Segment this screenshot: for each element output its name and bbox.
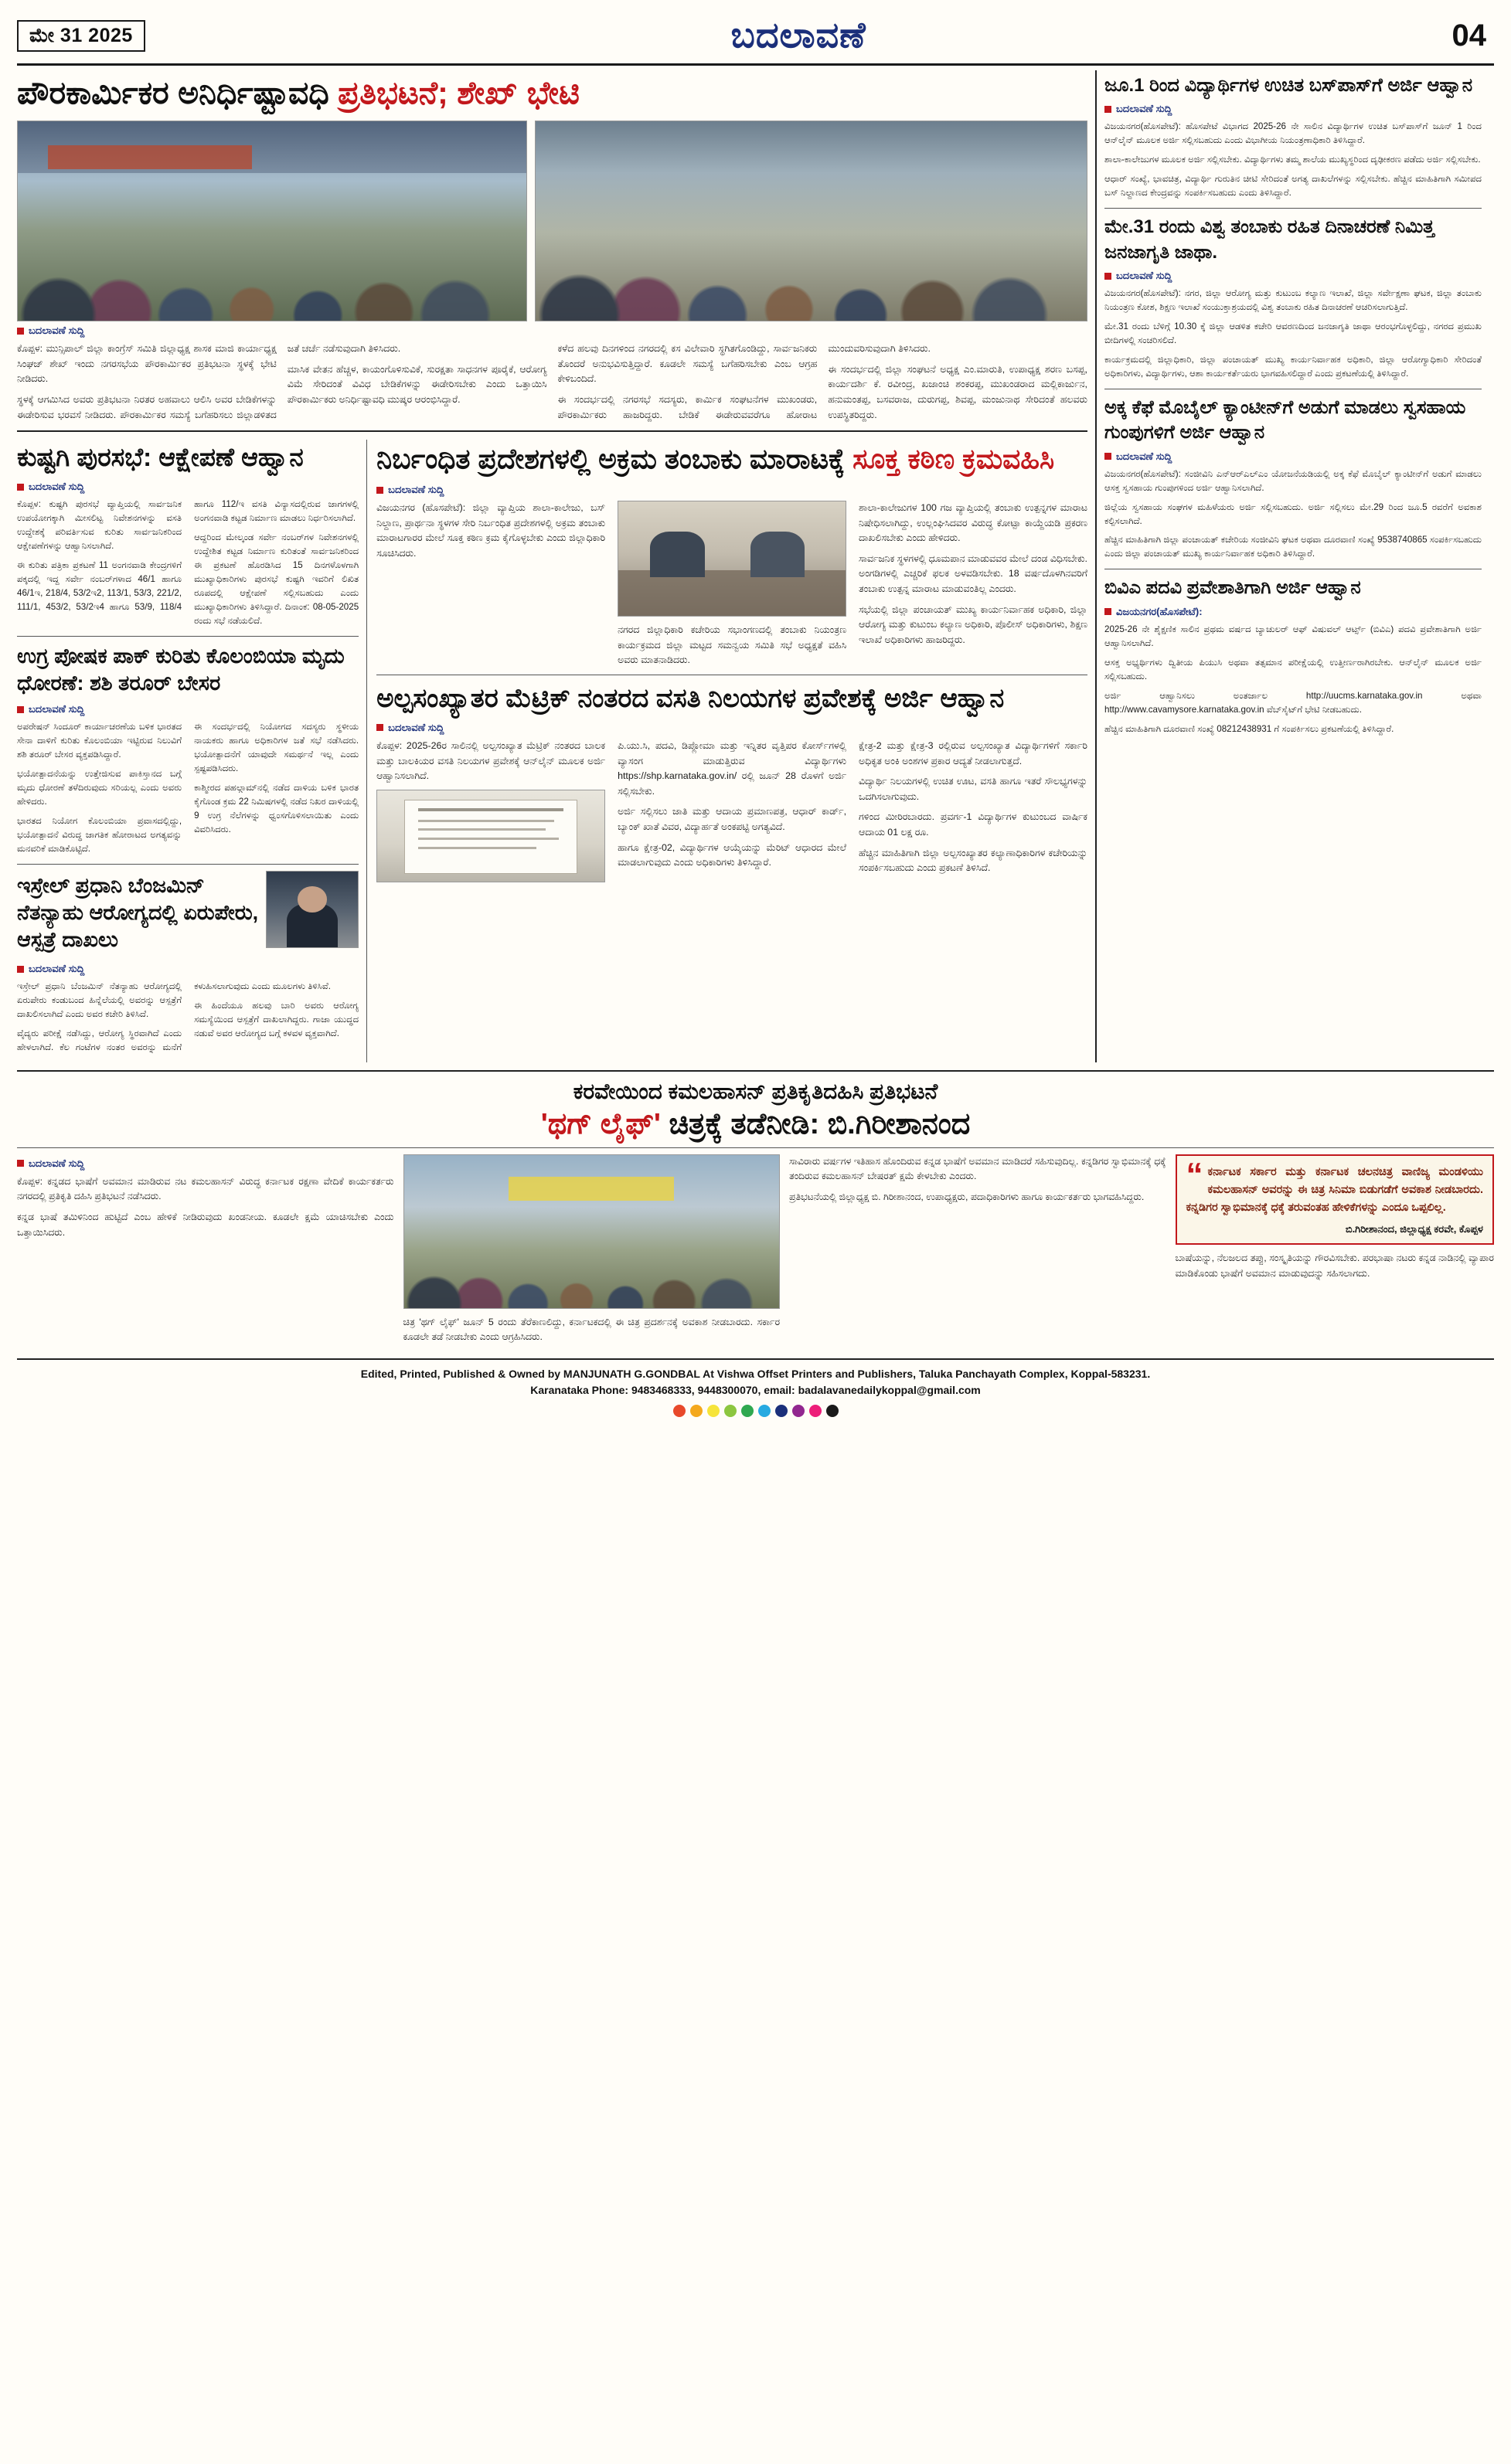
story-kushtagi <box>17 441 359 628</box>
tobacco-headline <box>376 441 1087 478</box>
lead-photo-row <box>17 121 1087 321</box>
paragraph: ಕಳೆದ ಹಲವು ದಿನಗಳಿಂದ ನಗರದಲ್ಲಿ ಕಸ ವಿಲೇವಾರಿ ಸ್ಥಗಿತಗೊಂಡಿದ್ದು, ಸಾರ್ವಜನಿಕರು ತೊಂದರೆ ಅನುಭವಿಸುತ್ತಿದ್ದಾರೆ. ಕೂಡಲೇ ಸಮಸ್ಯೆ ಬಗೆಹರಿಸಬೇಕು ಎಂಬ ಆಗ್ರಹ ಕೇಳಿಬಂದಿದೆ. <box>557 343 818 385</box>
paragraph: ಜಿಲ್ಲೆಯ ಸ್ವಸಹಾಯ ಸಂಘಗಳ ಮಹಿಳೆಯರು ಅರ್ಜಿ ಸಲ್ಲಿಸಬಹುದು. ಅರ್ಜಿ ಸಲ್ಲಿಸಲು ಮೇ.29 ರಿಂದ ಜೂ.5 ರವರೆಗೆ ಅವಕಾಶ ಕಲ್ಪಿಸಲಾಗಿದೆ. <box>1104 501 1482 526</box>
paragraph: ನಗರದ ಜಿಲ್ಲಾಧಿಕಾರಿ ಕಚೇರಿಯ ಸಭಾಂಗಣದಲ್ಲಿ ತಂಬಾಕು ನಿಯಂತ್ರಣ ಕಾರ್ಯಕ್ರಮದ ಜಿಲ್ಲಾ ಮಟ್ಟದ ಸಮನ್ವಯ ಸಮಿತಿ ಸಭೆ ಅಧ್ಯಕ್ಷತೆ ವಹಿಸಿ ಅವರು ಮಾತನಾಡಿದರು. <box>618 624 847 666</box>
photo-netanyahu <box>266 871 359 948</box>
paragraph: ಕನ್ನಡ ಭಾಷೆ ತಮಿಳಿನಿಂದ ಹುಟ್ಟಿದೆ ಎಂಬ ಹೇಳಿಕೆ ನೀಡಿರುವುದು ಖಂಡನೀಯ. ಕೂಡಲೇ ಕ್ಷಮೆ ಯಾಚಿಸಬೇಕು ಎಂದು ಒತ್ತಾಯಿಸಿದರು. <box>17 1212 394 1238</box>
lead-headline-highlight: ಪ್ರತಿಭಟನೆ; ಶೇಖ್ ಭೇಟಿ <box>338 75 580 110</box>
paragraph: ಭಾರತದ ನಿಯೋಗ ಕೊಲಂಬಿಯಾ ಪ್ರವಾಸದಲ್ಲಿದ್ದು, ಭಯೋತ್ಪಾದನೆ ವಿರುದ್ಧ ಜಾಗತಿಕ ಹೋರಾಟದ ಅಗತ್ಯವನ್ನು ಮನವರಿಕೆ ಮಾಡಿಕೊಟ್ಟಿದೆ. <box>17 815 182 854</box>
photo-karave-protest <box>403 1154 781 1309</box>
buspass-byline-text: ಬದಲಾವಣೆ ಸುದ್ದಿ <box>1116 103 1172 115</box>
israel-headline: ಇಸ್ರೇಲ್ ಪ್ರಧಾನಿ ಬೆಂಜಮಿನ್ ನೆತನ್ಯಾಹು ಆರೋಗ್ಯದಲ್ಲಿ ಏರುಪೇರು, ಆಸ್ಪತ್ರೆ ದಾಖಲು <box>17 873 259 951</box>
israel-byline <box>17 963 359 975</box>
paragraph: ಚಿತ್ರ 'ಥಗ್ ಲೈಫ್' ಜೂನ್ 5 ರಂದು ತೆರೆಕಾಣಲಿದ್ದು, ಕರ್ನಾಟಕದಲ್ಲಿ ಈ ಚಿತ್ರ ಪ್ರದರ್ಶನಕ್ಕೆ ಅವಕಾಶ ನೀಡಬಾರದು. ಸರ್ಕಾರ ಕೂಡಲೇ ತಡೆ ನೀಡಬೇಕು ಎಂದು ಆಗ್ರಹಿಸಿದರು. <box>403 1316 780 1343</box>
buspass-headline: ಜೂ.1 ರಿಂದ ವಿದ್ಯಾರ್ಥಿಗಳ ಉಚಿತ ಬಸ್‌ಪಾಸ್‌ಗೆ ಅರ್ಜಿ ಆಹ್ವಾನ <box>1104 75 1473 96</box>
paragraph: ಕ್ಷೇತ್ರ-2 ಮತ್ತು ಕ್ಷೇತ್ರ-3 ರಲ್ಲಿರುವ ಅಲ್ಪಸಂಖ್ಯಾತ ವಿದ್ಯಾರ್ಥಿಗಳಿಗೆ ಸರ್ಕಾರಿ ಅಧಿಕೃತ ಅಂಕಿ ಅಂಶಗಳ ಪ್ರಕಾರ ಆದ್ಯತೆ ನೀಡಲಾಗುತ್ತದೆ. <box>859 739 1087 766</box>
tobacco-body <box>376 501 1087 668</box>
bottom-headline <box>17 1079 1494 1141</box>
bottom-story <box>17 1079 1494 1351</box>
paragraph: ಆದ್ದರಿಂದ ಮೇಲ್ಕಂಡ ಸರ್ವೇ ನಂಬರ್‌ಗಳ ನಿವೇಶನಗಳಲ್ಲಿ ಉದ್ದೇಶಿತ ಕಟ್ಟಡ ನಿರ್ಮಾಣ ಕುರಿತಂತೆ ಸಾರ್ವಜನಿಕರಿಂದ ಈ ಪ್ರಕಟಣೆ ಹೊರಡಿಸಿದ 15 ದಿನಗಳೊಳಗಾಗಿ ಮುಖ್ಯಾಧಿಕಾರಿಗಳು ಪುರಸಭೆ ಕುಷ್ಟಗಿ ಇವರಿಗೆ ಲಿಖಿತ ರೂಪದಲ್ಲಿ ಆಕ್ಷೇಪಣೆ ಸಲ್ಲಿಸಬಹುದು ಎಂದು ಮುಖ್ಯಾಧಿಕಾರಿಗಳು ತಿಳಿಸಿದ್ದಾರೆ. ದಿನಾಂಕ: 08-05-2025 ರಂದು ಸಭೆ ನಡೆಯಲಿದೆ. <box>194 532 359 626</box>
page-body <box>17 70 1494 1062</box>
page-number: 04 <box>1451 18 1486 53</box>
paragraph: ಹೆಚ್ಚಿನ ಮಾಹಿತಿಗಾಗಿ ಜಿಲ್ಲಾ ಅಲ್ಪಸಂಖ್ಯಾತರ ಕಲ್ಯಾಣಾಧಿಕಾರಿಗಳ ಕಚೇರಿಯನ್ನು ಸಂಪರ್ಕಿಸಬಹುದು ಎಂದು ಪ್ರಕಟಣೆ ತಿಳಿಸಿದೆ. <box>859 847 1087 874</box>
story-israel <box>17 871 359 1055</box>
color-dot <box>758 1405 771 1417</box>
hostel-headline: ಅಲ್ಪಸಂಖ್ಯಾತರ ಮೆಟ್ರಿಕ್ ನಂತರದ ವಸತಿ ನಿಲಯಗಳ ಪ್ರವೇಶಕ್ಕೆ ಅರ್ಜಿ ಆಹ್ವಾನ <box>376 683 1005 713</box>
colombia-byline-text: ಬದಲಾವಣೆ ಸುದ್ದಿ <box>29 703 85 715</box>
left-narrow-stack <box>17 440 367 1062</box>
paragraph: ಅರ್ಜಿ ಆಹ್ವಾನಿಸಲು ಅಂತರ್ಜಾಲ http://uucms.karnataka.gov.in ಅಥವಾ http://www.cavamysore.karnataka.gov.in ವೆಬ್‌ಸೈಟ್‌ಗೆ ಭೇಟಿ ನೀಡಬಹುದು. <box>1104 690 1482 715</box>
sidebar-column <box>1095 70 1482 1062</box>
pull-quote <box>1176 1154 1494 1246</box>
paragraph: ಪ್ರತಿಭಟನೆಯಲ್ಲಿ ಜಿಲ್ಲಾಧ್ಯಕ್ಷ ಬಿ. ಗಿರೀಶಾನಂದ, ಉಪಾಧ್ಯಕ್ಷರು, ಪದಾಧಿಕಾರಿಗಳು ಹಾಗೂ ಕಾರ್ಯಕರ್ತರು ಭಾಗವಹಿಸಿದ್ದರು. <box>789 1191 1145 1203</box>
pull-quote-text: ಕರ್ನಾಟಕ ಸರ್ಕಾರ ಮತ್ತು ಕರ್ನಾಟಕ ಚಲನಚಿತ್ರ ವಾಣಿಜ್ಯ ಮಂಡಳಿಯು ಕಮಲಹಾಸನ್ ಅವರನ್ನು ಈ ಚಿತ್ರ ಸಿನಿಮಾ ಬಿಡುಗಡೆಗೆ ಅವಕಾಶ ನೀಡಬಾರದು. ಕನ್ನಡಿಗರ ಸ್ವಾಭಿಮಾನಕ್ಕೆ ಧಕ್ಕೆ ತರುವಂತಹ ಹೇಳಿಕೆಗಳನ್ನು ಎಂದೂ ಒಪ್ಪಲಿಲ್ಲ. <box>1186 1165 1483 1215</box>
paragraph: ಹೆಚ್ಚಿನ ಮಾಹಿತಿಗಾಗಿ ಜಿಲ್ಲಾ ಪಂಚಾಯತ್ ಕಚೇರಿಯ ಸಂಜೀವಿನಿ ಘಟಕ ಅಥವಾ ದೂರವಾಣಿ ಸಂಖ್ಯೆ 9538740865 ಸಂಪರ್ಕಿಸಬಹುದು ಎಂದು ಜಿಲ್ಲಾ ಪಂಚಾಯತ್ ಮುಖ್ಯ ಕಾರ್ಯನಿರ್ವಾಹಕ ಅಧಿಕಾರಿ ತಿಳಿಸಿದ್ದಾರೆ. <box>1104 535 1482 559</box>
paper-title: ಬದಲಾವಣೆ <box>730 15 866 55</box>
tobacco-byline <box>376 484 1087 496</box>
bullet-icon <box>1104 106 1111 113</box>
issue-date: ಮೇ 31 2025 <box>17 20 145 52</box>
paragraph: ವಿದ್ಯಾರ್ಥಿ ನಿಲಯಗಳಲ್ಲಿ ಉಚಿತ ಊಟ, ವಸತಿ ಹಾಗೂ ಇತರೆ ಸೌಲಭ್ಯಗಳನ್ನು ಒದಗಿಸಲಾಗುವುದು. <box>859 776 1087 802</box>
story-colombia <box>17 643 359 856</box>
paragraph: ಆಸಕ್ತ ಅಭ್ಯರ್ಥಿಗಳು ದ್ವಿತೀಯ ಪಿಯುಸಿ ಅಥವಾ ತತ್ಸಮಾನ ಪರೀಕ್ಷೆಯಲ್ಲಿ ಉತ್ತೀರ್ಣರಾಗಿರಬೇಕು. ಆನ್‌ಲೈನ್ ಮೂಲಕ ಅರ್ಜಿ ಸಲ್ಲಿಸಬಹುದು. <box>1104 657 1482 681</box>
color-dot <box>673 1405 686 1417</box>
paragraph: 2025-26 ನೇ ಶೈಕ್ಷಣಿಕ ಸಾಲಿನ ಪ್ರಥಮ ವರ್ಷದ ಬ್ಯಾಚುಲರ್ ಆಫ್ ವಿಷುವಲ್ ಆರ್ಟ್ಸ್ (ಬಿವಿಎ) ಪದವಿ ಪ್ರವೇಶಾತಿಗಾಗಿ ಅರ್ಜಿ ಆಹ್ವಾನಿಸಲಾಗಿದೆ. <box>1104 624 1482 648</box>
photo-protest-site <box>17 121 527 321</box>
paragraph: ಈ ಹಿಂದೆಯೂ ಹಲವು ಬಾರಿ ಅವರು ಆರೋಗ್ಯ ಸಮಸ್ಯೆಯಿಂದ ಆಸ್ಪತ್ರೆಗೆ ದಾಖಲಾಗಿದ್ದರು. ಗಾಜಾ ಯುದ್ಧದ ನಡುವೆ ಅವರ ಆರೋಗ್ಯದ ಬಗ್ಗೆ ಕಳವಳ ವ್ಯಕ್ತವಾಗಿದೆ. <box>194 1000 359 1038</box>
footer-line-2: Karanataka Phone: 9483468333, 9448300070, email: badalavanedailykoppal@gmail.com <box>530 1384 981 1397</box>
sidebar-item-tobacco-day <box>1104 215 1482 381</box>
tobaccoday-headline: ಮೇ.31 ರಂದು ವಿಶ್ವ ತಂಬಾಕು ರಹಿತ ದಿನಾಚರಣೆ ನಿಮಿತ್ತ ಜನಜಾಗೃತಿ ಜಾಥಾ. <box>1104 216 1434 263</box>
lead-byline-text: ಬದಲಾವಣೆ ಸುದ್ದಿ <box>29 325 85 337</box>
paragraph: ಕೊಪ್ಪಳ: ಮುನ್ಸಿಪಾಲ್ ಜಿಲ್ಲಾ ಕಾಂಗ್ರೆಸ್ ಸಮಿತಿ ಜಿಲ್ಲಾಧ್ಯಕ್ಷ ಶಾಸಕ ಮಾಜಿ ಕಾರ್ಯಾಧ್ಯಕ್ಷ ಸಿಂಘಜ್ ಶೇಖ್ ಇಂದು ನಗರಸಭೆಯ ಪೌರಕಾರ್ಮಿಕರ ಪ್ರತಿಭಟನಾ ಸ್ಥಳಕ್ಕೆ ಭೇಟಿ ನೀಡಿದರು. <box>17 343 277 385</box>
lead-byline <box>17 325 1087 337</box>
colombia-byline <box>17 703 359 715</box>
kushtagi-body <box>17 498 359 628</box>
photo-protesters-group <box>535 121 1087 321</box>
quote-icon: “ <box>1186 1155 1203 1194</box>
color-dot <box>724 1405 737 1417</box>
israel-byline-text: ಬದಲಾವಣೆ ಸುದ್ದಿ <box>29 963 85 975</box>
bottom-col-1 <box>17 1154 394 1351</box>
paragraph: ಸ್ಥಳಕ್ಕೆ ಆಗಮಿಸಿದ ಅವರು ಪ್ರತಿಭಟನಾ ನಿರತರ ಅಹವಾಲು ಆಲಿಸಿ ಅವರ ಬೇಡಿಕೆಗಳನ್ನು ಈಡೇರಿಸುವ ಭರವಸೆ ನೀಡಿದರು. ಪೌರಕಾರ್ಮಿಕರ ಸಮಸ್ಯೆ ಬಗೆಹರಿಸಲು ಜಿಲ್ಲಾಡಳಿತದ ಜತೆ ಚರ್ಚೆ ನಡೆಸುವುದಾಗಿ ತಿಳಿಸಿದರು. <box>17 343 401 420</box>
paragraph: ಕೊಪ್ಪಳ: 2025-26ರ ಸಾಲಿನಲ್ಲಿ ಅಲ್ಪಸಂಖ್ಯಾತ ಮೆಟ್ರಿಕ್ ನಂತರದ ಬಾಲಕ ಮತ್ತು ಬಾಲಕಿಯರ ವಸತಿ ನಿಲಯಗಳ ಪ್ರವೇಶಕ್ಕೆ ಆನ್‌ಲೈನ್ ಮೂಲಕ ಅರ್ಜಿ ಆಹ್ವಾನಿಸಲಾಗಿದೆ. <box>376 739 606 782</box>
paragraph: ವಿಜಯನಗರ (ಹೊಸಪೇಟೆ): ಜಿಲ್ಲಾ ವ್ಯಾಪ್ತಿಯ ಶಾಲಾ-ಕಾಲೇಜು, ಬಸ್ ನಿಲ್ದಾಣ, ಪ್ರಾರ್ಥನಾ ಸ್ಥಳಗಳ ಸೇರಿ ನಿರ್ಬಂಧಿತ ಪ್ರದೇಶಗಳಲ್ಲಿ ಅಕ್ರಮ ತಂಬಾಕು ಮಾರಾಟಗಾರರ ಮೇಲೆ ಸೂಕ್ತ ಕಠಿಣ ಕ್ರಮ ಕೈಗೊಳ್ಳಬೇಕು ಎಂದು ಜಿಲ್ಲಾಧಿಕಾರಿ ಸೂಚಿಸಿದರು. <box>376 502 606 559</box>
color-dot <box>775 1405 788 1417</box>
paragraph: ಕೊಪ್ಪಳ: ಕುಷ್ಟಗಿ ಪುರಸಭೆ ವ್ಯಾಪ್ತಿಯಲ್ಲಿ ಸಾರ್ವಜನಿಕ ಉಪಯೋಗಕ್ಕಾಗಿ ಮೀಸಲಿಟ್ಟ ನಿವೇಶನಗಳನ್ನು ವಸತಿ ಉದ್ದೇಶಕ್ಕೆ ಪರಿವರ್ತಿಸುವ ಕುರಿತು ಸಾರ್ವಜನಿಕರಿಂದ ಆಕ್ಷೇಪಣೆಗಳನ್ನು ಆಹ್ವಾನಿಸಲಾಗಿದೆ. <box>17 499 182 552</box>
paragraph: ಗಳಿಂದ ಮೀರಿರಬಾರದು. ಪ್ರವರ್ಗ-1 ವಿದ್ಯಾರ್ಥಿಗಳ ಕುಟುಂಬದ ವಾರ್ಷಿಕ ಆದಾಯ 01 ಲಕ್ಷ ರೂ. <box>859 811 1087 838</box>
hostel-byline-text: ಬದಲಾವಣೆ ಸುದ್ದಿ <box>388 721 444 733</box>
story-tobacco <box>376 441 1087 668</box>
buspass-byline <box>1104 103 1482 115</box>
paragraph: ವಿಜಯನಗರ(ಹೊಸಪೇಟೆ): ನಗರ, ಜಿಲ್ಲಾ ಆರೋಗ್ಯ ಮತ್ತು ಕುಟುಂಬ ಕಲ್ಯಾಣ ಇಲಾಖೆ, ಜಿಲ್ಲಾ ಸರ್ವೇಕ್ಷಣಾ ಘಟಕ, ಜಿಲ್ಲಾ ತಂಬಾಕು ನಿಯಂತ್ರಣ ಕೋಶ, ಶಿಕ್ಷಣ ಇಲಾಖೆ ಸಂಯುಕ್ತಾಶ್ರಯದಲ್ಲಿ ವಿಶ್ವ ತಂಬಾಕು ರಹಿತ ದಿನಾಚರಣೆ ಆಚರಿಸಲಾಗುತ್ತಿದೆ. <box>1104 288 1482 312</box>
bottom-headline-rest: ಚಿತ್ರಕ್ಕೆ ತಡೆನೀಡಿ: ಬಿ.ಗಿರೀಶಾನಂದ <box>669 1107 971 1140</box>
lead-headline-part1: ಪೌರಕಾರ್ಮಿಕರ ಅನಿರ್ಧಿಷ್ಟಾವಧಿ <box>17 75 339 110</box>
tobacco-headline-part1: ನಿರ್ಬಂಧಿತ ಪ್ರದೇಶಗಳಲ್ಲಿ ಅಕ್ರಮ ತಂಬಾಕು ಮಾರಾಟಕ್ಕೆ <box>376 443 853 475</box>
sidebar-item-bva <box>1104 576 1482 736</box>
bullet-icon <box>376 487 383 494</box>
bullet-icon <box>376 724 383 731</box>
lead-headline <box>17 73 1087 113</box>
bullet-icon <box>17 484 24 491</box>
kushtagi-headline: ಕುಷ್ಟಗಿ ಪುರಸಭೆ: ಆಕ್ಷೇಪಣೆ ಆಹ್ವಾನ <box>17 443 304 472</box>
paragraph: ಈ ಸಂದರ್ಭದಲ್ಲಿ ನಗರಸಭೆ ಸದಸ್ಯರು, ಕಾರ್ಮಿಕ ಸಂಘಟನೆಗಳ ಮುಖಂಡರು, ಪೌರಕಾರ್ಮಿಕರು ಹಾಜರಿದ್ದರು. ಬೇಡಿಕೆ ಈಡೇರುವವರೆಗೂ ಹೋರಾಟ ಮುಂದುವರಿಸುವುದಾಗಿ ತಿಳಿಸಿದರು. <box>557 343 931 420</box>
bva-byline <box>1104 606 1482 618</box>
paragraph: ಕೊಪ್ಪಳ: ಕನ್ನಡದ ಭಾಷೆಗೆ ಅವಮಾನ ಮಾಡಿರುವ ನಟ ಕಮಲಹಾಸನ್ ವಿರುದ್ಧ ಕರ್ನಾಟಕ ರಕ್ಷಣಾ ವೇದಿಕೆ ಕಾರ್ಯಕರ್ತರು ನಗರದಲ್ಲಿ ಪ್ರತಿಕೃತಿ ದಹಿಸಿ ಪ್ರತಿಭಟನೆ ನಡೆಸಿದರು. <box>17 1175 394 1202</box>
bva-headline: ಬಿವಿಎ ಪದವಿ ಪ್ರವೇಶಾತಿಗಾಗಿ ಅರ್ಜಿ ಆಹ್ವಾನ <box>1104 577 1361 599</box>
color-registration-bar <box>17 1405 1494 1417</box>
footer-line-1: Edited, Printed, Published & Owned by MANJUNATH G.GONDBAL At Vishwa Offset Printers and Publishers, Taluka Panchayath Complex, Koppal-583231. <box>360 1368 1151 1381</box>
bottom-byline <box>17 1157 394 1170</box>
akkacafe-byline <box>1104 450 1482 463</box>
paragraph: ಸಭೆಯಲ್ಲಿ ಜಿಲ್ಲಾ ಪಂಚಾಯತ್ ಮುಖ್ಯ ಕಾರ್ಯನಿರ್ವಾಹಕ ಅಧಿಕಾರಿ, ಜಿಲ್ಲಾ ಆರೋಗ್ಯ ಮತ್ತು ಕುಟುಂಬ ಕಲ್ಯಾಣ ಅಧಿಕಾರಿ, ಪೊಲೀಸ್ ಅಧಿಕಾರಿಗಳು, ಶಿಕ್ಷಣ ಇಲಾಖೆ ಅಧಿಕಾರಿಗಳು ಹಾಜರಿದ್ದರು. <box>859 603 1087 645</box>
color-dot <box>809 1405 822 1417</box>
right-wide-stack <box>376 440 1087 1062</box>
paragraph: ಮಾಸಿಕ ವೇತನ ಹೆಚ್ಚಳ, ಕಾಯಂಗೊಳಿಸುವಿಕೆ, ಸುರಕ್ಷತಾ ಸಾಧನಗಳ ಪೂರೈಕೆ, ಆರೋಗ್ಯ ವಿಮೆ ಸೇರಿದಂತೆ ವಿವಿಧ ಬೇಡಿಕೆಗಳನ್ನು ಈಡೇರಿಸಬೇಕು ಎಂದು ಒತ್ತಾಯಿಸಿ ಪೌರಕಾರ್ಮಿಕರು ಅನಿರ್ಧಿಷ್ಟಾವಧಿ ಮುಷ್ಕರ ಆರಂಭಿಸಿದ್ದಾರೆ. <box>287 363 547 406</box>
page-footer <box>17 1358 1494 1417</box>
tobacco-byline-text: ಬದಲಾವಣೆ ಸುದ್ದಿ <box>388 484 444 496</box>
bullet-icon <box>1104 453 1111 460</box>
paragraph: ಶಾಲಾ-ಕಾಲೇಜುಗಳ 100 ಗಜ ವ್ಯಾಪ್ತಿಯಲ್ಲಿ ತಂಬಾಕು ಉತ್ಪನ್ನಗಳ ಮಾರಾಟ ನಿಷೇಧಿಸಲಾಗಿದ್ದು, ಉಲ್ಲಂಘಿಸಿದವರ ವಿರುದ್ಧ ಕೋಟ್ಪಾ ಕಾಯ್ದೆಯಡಿ ಪ್ರಕರಣ ದಾಖಲಿಸಬೇಕು ಎಂದು ಹೇಳಿದರು. <box>859 502 1087 544</box>
paragraph: ಹಾಗೂ ಕ್ಷೇತ್ರ-02, ವಿದ್ಯಾರ್ಥಿಗಳ ಆಯ್ಕೆಯನ್ನು ಮೆರಿಟ್ ಆಧಾರದ ಮೇಲೆ ಮಾಡಲಾಗುವುದು ಎಂದು ಅಧಿಕಾರಿಗಳು ತಿಳಿಸಿದ್ದಾರೆ. <box>618 841 847 868</box>
paragraph: ಈ ಕುರಿತು ಪತ್ರಿಕಾ ಪ್ರಕಟಣೆ 11 ಅಂಗನವಾಡಿ ಕೇಂದ್ರಗಳಿಗೆ ಪಕ್ಕದಲ್ಲಿ ಇದ್ದ ಸರ್ವೇ ನಂಬರ್‌ಗಳಾದ 46/1 ಹಾಗೂ 46/1ಇ, 218/4, 53/2ಇ2, 113/1, 53/3, 221/2, 111/1, 453/2, 53/2ಇ4 ಹಾಗೂ 53/9, 118/4 ಹಾಗೂ 112/ಇ ವಸತಿ ವಿನ್ಯಾಸದಲ್ಲಿರುವ ಜಾಗಗಳಲ್ಲಿ ಅಂಗನವಾಡಿ ಕಟ್ಟಡ ನಿರ್ಮಾಣ ಮಾಡಲು ನಿರ್ಧರಿಸಲಾಗಿದೆ. <box>17 499 359 612</box>
bottom-headline-main <box>17 1108 1494 1141</box>
bottom-col-quote <box>1176 1154 1494 1351</box>
paragraph: ವಿಜಯನಗರ(ಹೊಸಪೇಟೆ): ಹೊಸಪೇಟೆ ವಿಭಾಗದ 2025-26 ನೇ ಸಾಲಿನ ವಿದ್ಯಾರ್ಥಿಗಳ ಉಚಿತ ಬಸ್‌ಪಾಸ್‌ಗೆ ಜೂನ್ 1 ರಿಂದ ಆನ್‌ಲೈನ್ ಮೂಲಕ ಅರ್ಜಿ ಸಲ್ಲಿಸಬಹುದು ಎಂದು ವಿಭಾಗೀಯ ನಿಯಂತ್ರಣಾಧಿಕಾರಿ ತಿಳಿಸಿದ್ದಾರೆ. <box>1104 121 1482 146</box>
israel-head-row <box>17 871 359 960</box>
bottom-headline-highlight: 'ಥಗ್ ಲೈಫ್' <box>540 1107 669 1140</box>
colombia-headline: ಉಗ್ರ ಪೋಷಕ ಪಾಕ್ ಕುರಿತು ಕೊಲಂಬಿಯಾ ಮೃದು ಧೋರಣೆ: ಶಶಿ ತರೂರ್ ಬೇಸರ <box>17 644 345 695</box>
photo-application-form <box>376 790 605 882</box>
bullet-icon <box>17 966 24 973</box>
israel-body <box>17 980 359 1055</box>
bottom-col-3 <box>789 1154 1166 1351</box>
paragraph: ಈ ಸಂದರ್ಭದಲ್ಲಿ ನಿಯೋಗದ ಸದಸ್ಯರು ಸ್ಥಳೀಯ ನಾಯಕರು ಹಾಗೂ ಅಧಿಕಾರಿಗಳ ಜತೆ ಸಭೆ ನಡೆಸಿದರು. ಭಯೋತ್ಪಾದನೆಗೆ ಯಾವುದೇ ಸಮರ್ಥನೆ ಇಲ್ಲ ಎಂದು ಸ್ಪಷ್ಟಪಡಿಸಿದರು. <box>194 722 359 773</box>
tobaccoday-byline-text: ಬದಲಾವಣೆ ಸುದ್ದಿ <box>1116 270 1172 282</box>
sidebar-item-akka-cafe <box>1104 396 1482 562</box>
hostel-byline <box>376 722 1087 734</box>
paragraph: ಈ ಸಂದರ್ಭದಲ್ಲಿ ಜಿಲ್ಲಾ ಸಂಘಟನೆ ಅಧ್ಯಕ್ಷ ಎಂ.ಮಾರುತಿ, ಉಪಾಧ್ಯಕ್ಷ ಶರಣ ಬಸಪ್ಪ, ಕಾರ್ಯದರ್ಶಿ ಕೆ. ರವೀಂದ್ರ, ಖಜಾಂಚಿ ಶಂಕರಪ್ಪ, ಮುಖಂಡರಾದ ಮಲ್ಲಿಕಾರ್ಜುನ, ಹನುಮಂತಪ್ಪ, ಬಸವರಾಜ, ದುರುಗಪ್ಪ, ಶಿವಪ್ಪ, ಮಂಜುನಾಥ ಸೇರಿದಂತೆ ಹಲವರು ಉಪಸ್ಥಿತರಿದ್ದರು. <box>828 363 1087 420</box>
paragraph: ಆಧಾರ್ ಸಂಖ್ಯೆ, ಭಾವಚಿತ್ರ, ವಿದ್ಯಾರ್ಥಿ ಗುರುತಿನ ಚೀಟಿ ಸೇರಿದಂತೆ ಅಗತ್ಯ ದಾಖಲೆಗಳನ್ನು ಸಲ್ಲಿಸಬೇಕು. ಹೆಚ್ಚಿನ ಮಾಹಿತಿಗಾಗಿ ಸಮೀಪದ ಬಸ್ ನಿಲ್ದಾಣದ ಕೇಂದ್ರವನ್ನು ಸಂಪರ್ಕಿಸಬಹುದು ಎಂದು ತಿಳಿಸಿದ್ದಾರೆ. <box>1104 174 1482 199</box>
row-two <box>17 440 1087 1062</box>
bullet-icon <box>17 328 24 335</box>
bottom-body-row <box>17 1154 1494 1351</box>
paragraph: ಕಾರ್ಯಕ್ರಮದಲ್ಲಿ ಜಿಲ್ಲಾಧಿಕಾರಿ, ಜಿಲ್ಲಾ ಪಂಚಾಯತ್ ಮುಖ್ಯ ಕಾರ್ಯನಿರ್ವಾಹಕ ಅಧಿಕಾರಿ, ಜಿಲ್ಲಾ ಆರೋಗ್ಯಾಧಿಕಾರಿ ಸೇರಿದಂತೆ ಅಧಿಕಾರಿಗಳು, ವಿದ್ಯಾರ್ಥಿಗಳು, ಆಶಾ ಕಾರ್ಯಕರ್ತೆಯರು ಭಾಗವಹಿಸಲಿದ್ದಾರೆ ಎಂದು ಪ್ರಕಟಣೆಯಲ್ಲಿ ತಿಳಿಸಿದ್ದಾರೆ. <box>1104 354 1482 379</box>
color-dot <box>741 1405 754 1417</box>
bottom-col-2 <box>403 1154 781 1351</box>
color-dot <box>707 1405 720 1417</box>
paragraph: ವಿಜಯನಗರ(ಹೊಸಪೇಟೆ): ಸಂಜೀವಿನಿ ಎನ್‌ಆರ್‌ಎಲ್‌ಎಂ ಯೋಜನೆಯಡಿಯಲ್ಲಿ ಅಕ್ಕ ಕೆಫೆ ಮೊಬೈಲ್ ಕ್ಯಾಂಟೀನ್‌ಗೆ ಅಡುಗೆ ಮಾಡಲು ಆಸಕ್ತ ಸ್ವಸಹಾಯ ಗುಂಪುಗಳಿಂದ ಅರ್ಜಿ ಆಹ್ವಾನಿಸಲಾಗಿದೆ. <box>1104 468 1482 493</box>
paragraph: ಪಿ.ಯು.ಸಿ, ಪದವಿ, ಡಿಪ್ಲೋಮಾ ಮತ್ತು ಇನ್ನಿತರ ವೃತ್ತಿಪರ ಕೋರ್ಸ್‌ಗಳಲ್ಲಿ ವ್ಯಾಸಂಗ ಮಾಡುತ್ತಿರುವ ವಿದ್ಯಾರ್ಥಿಗಳು https://shp.karnataka.gov.in/ ರಲ್ಲಿ ಜೂನ್ 28 ರೊಳಗೆ ಅರ್ಜಿ ಸಲ್ಲಿಸಬೇಕು. <box>618 739 847 797</box>
sidebar-item-buspass <box>1104 73 1482 200</box>
paragraph: ಭಯೋತ್ಪಾದನೆಯನ್ನು ಉತ್ತೇಜಿಸುವ ಪಾಕಿಸ್ತಾನದ ಬಗ್ಗೆ ಮೃದು ಧೋರಣೆ ತಳೆದಿರುವುದು ಸರಿಯಲ್ಲ ಎಂದು ಅವರು ಹೇಳಿದರು. <box>17 768 182 807</box>
paragraph: ಸಾರ್ವಜನಿಕ ಸ್ಥಳಗಳಲ್ಲಿ ಧೂಮಪಾನ ಮಾಡುವವರ ಮೇಲೆ ದಂಡ ವಿಧಿಸಬೇಕು. ಅಂಗಡಿಗಳಲ್ಲಿ ಎಚ್ಚರಿಕೆ ಫಲಕ ಅಳವಡಿಸಬೇಕು. 18 ವರ್ಷದೊಳಗಿನವರಿಗೆ ತಂಬಾಕು ಉತ್ಪನ್ನ ಮಾರಾಟ ಮಾಡುವಂತಿಲ್ಲ ಎಂದರು. <box>859 552 1087 594</box>
color-dot <box>690 1405 703 1417</box>
bottom-byline-text: ಬದಲಾವಣೆ ಸುದ್ದಿ <box>29 1157 85 1169</box>
main-content <box>17 70 1087 1062</box>
tobaccoday-byline <box>1104 270 1482 282</box>
bullet-icon <box>1104 273 1111 280</box>
paragraph: ಸಾವಿರಾರು ವರ್ಷಗಳ ಇತಿಹಾಸ ಹೊಂದಿರುವ ಕನ್ನಡ ಭಾಷೆಗೆ ಅವಮಾನ ಮಾಡಿದರೆ ಸಹಿಸುವುದಿಲ್ಲ. ಕನ್ನಡಿಗರ ಸ್ವಾಭಿಮಾನಕ್ಕೆ ಧಕ್ಕೆ ತಂದಿರುವ ಕಮಲಹಾಸನ್ ಬೇಷರತ್ ಕ್ಷಮೆ ಕೇಳಬೇಕು ಎಂದರು. <box>789 1155 1166 1182</box>
paragraph: ಅರ್ಜಿ ಸಲ್ಲಿಸಲು ಜಾತಿ ಮತ್ತು ಆದಾಯ ಪ್ರಮಾಣಪತ್ರ, ಆಧಾರ್ ಕಾರ್ಡ್, ಬ್ಯಾಂಕ್ ಖಾತೆ ವಿವರ, ವಿದ್ಯಾರ್ಹತೆ ಅಂಕಪಟ್ಟಿ ಅಗತ್ಯವಿದೆ. <box>618 806 847 832</box>
paragraph: ಶಾಲಾ-ಕಾಲೇಜುಗಳ ಮೂಲಕ ಅರ್ಜಿ ಸಲ್ಲಿಸಬೇಕು. ವಿದ್ಯಾರ್ಥಿಗಳು ತಮ್ಮ ಶಾಲೆಯ ಮುಖ್ಯಸ್ಥರಿಂದ ದೃಢೀಕರಣ ಪಡೆದು ಅರ್ಜಿ ಸಲ್ಲಿಸಬೇಕು. <box>1104 155 1481 165</box>
pull-quote-attribution: ಬಿ.ಗಿರೀಶಾನಂದ, ಜಿಲ್ಲಾಧ್ಯಕ್ಷ ಕರವೇ, ಕೊಪ್ಪಳ <box>1345 1223 1483 1235</box>
paragraph: ಕಾಶ್ಮೀರದ ಪಹಲ್ಗಾಮ್‌ನಲ್ಲಿ ನಡೆದ ದಾಳಿಯ ಬಳಿಕ ಭಾರತ ಕೈಗೊಂಡ ಕ್ರಮ 22 ನಿಮಿಷಗಳಲ್ಲಿ ನಡೆದ ನಿಖರ ದಾಳಿಯಲ್ಲಿ 9 ಉಗ್ರ ನೆಲೆಗಳನ್ನು ಧ್ವಂಸಗೊಳಿಸಲಾಯಿತು ಎಂದು ವಿವರಿಸಿದರು. <box>194 782 359 834</box>
kushtagi-byline-text: ಬದಲಾವಣೆ ಸುದ್ದಿ <box>29 481 85 493</box>
bullet-icon <box>1104 608 1111 615</box>
bottom-headline-kicker: ಕರವೇಯಿಂದ ಕಮಲಹಾಸನ್ ಪ್ರತಿಕೃತಿದಹಿಸಿ ಪ್ರತಿಭಟನೆ <box>573 1079 938 1103</box>
lead-body <box>17 342 1087 423</box>
bullet-icon <box>17 706 24 713</box>
color-dot <box>792 1405 805 1417</box>
bva-byline-text: ವಿಜಯನಗರ(ಹೊಸಪೇಟೆ): <box>1116 605 1203 617</box>
colombia-body <box>17 720 359 856</box>
paragraph: ಅಪರೇಷನ್ ಸಿಂದೂರ್ ಕಾರ್ಯಾಚರಣೆಯ ಬಳಿಕ ಭಾರತದ ಸೇನಾ ದಾಳಿಗೆ ಕುರಿತು ಕೊಲಂಬಿಯಾ ಇಟ್ಟಿರುವ ನಿಲುವಿಗೆ ಶಶಿ ತರೂರ್ ಬೇಸರ ವ್ಯಕ್ತಪಡಿಸಿದ್ದಾರೆ. <box>17 722 182 760</box>
akkacafe-headline: ಅಕ್ಕ ಕೆಫೆ ಮೊಬೈಲ್ ಕ್ಯಾಂಟೀನ್‌ಗೆ ಅಡುಗೆ ಮಾಡಲು ಸ್ವಸಹಾಯ ಗುಂಪುಗಳಿಗೆ ಅರ್ಜಿ ಆಹ್ವಾನ <box>1104 396 1466 444</box>
paragraph: ಬಾಷೆಯನ್ನು, ನೆಲಜಲದ ತಪ್ಪು, ಸಂಸ್ಕೃತಿಯನ್ನು ಗೌರವಿಸಬೇಕು. ಪರಭಾಷಾ ನಟರು ಕನ್ನಡ ನಾಡಿನಲ್ಲಿ ವ್ಯಾಪಾರ ಮಾಡಿಕೊಂಡು ಭಾಷೆಗೆ ಅವಮಾನ ಮಾಡುವುದನ್ನು ಸಹಿಸಲಾಗದು. <box>1175 1252 1494 1280</box>
lead-story <box>17 73 1087 423</box>
hostel-body <box>376 739 1087 882</box>
paragraph: ವೈದ್ಯರು ಪರೀಕ್ಷೆ ನಡೆಸಿದ್ದು, ಆರೋಗ್ಯ ಸ್ಥಿರವಾಗಿದೆ ಎಂದು ಹೇಳಲಾಗಿದೆ. ಕೆಲ ಗಂಟೆಗಳ ನಂತರ ಅವರನ್ನು ಮನೆಗೆ ಕಳುಹಿಸಲಾಗುವುದು ಎಂದು ಮೂಲಗಳು ತಿಳಿಸಿವೆ. <box>17 981 331 1052</box>
masthead <box>17 14 1494 66</box>
tobacco-headline-highlight: ಸೂಕ್ತ ಕಠಿಣ ಕ್ರಮವಹಿಸಿ <box>852 443 1055 475</box>
paragraph: ಇಸ್ರೇಲ್ ಪ್ರಧಾನಿ ಬೆಂಜಮಿನ್ ನೆತನ್ಯಾಹು ಆರೋಗ್ಯದಲ್ಲಿ ಏರುಪೇರು ಕಂಡುಬಂದ ಹಿನ್ನೆಲೆಯಲ್ಲಿ ಅವರನ್ನು ಆಸ್ಪತ್ರೆಗೆ ದಾಖಲಿಸಲಾಗಿದೆ ಎಂದು ಅವರ ಕಚೇರಿ ತಿಳಿಸಿದೆ. <box>17 981 182 1019</box>
kushtagi-byline <box>17 481 359 493</box>
akkacafe-byline-text: ಬದಲಾವಣೆ ಸುದ್ದಿ <box>1116 450 1172 462</box>
bullet-icon <box>17 1160 24 1167</box>
story-hostel <box>376 681 1087 882</box>
color-dot <box>826 1405 839 1417</box>
paragraph: ಹೆಚ್ಚಿನ ಮಾಹಿತಿಗಾಗಿ ದೂರವಾಣಿ ಸಂಖ್ಯೆ 08212438931 ಗೆ ಸಂಪರ್ಕಿಸಲು ಪ್ರಕಟಣೆಯಲ್ಲಿ ತಿಳಿಸಿದ್ದಾರೆ. <box>1104 723 1394 734</box>
photo-tobacco-meeting <box>618 501 846 617</box>
paragraph: ಮೇ.31 ರಂದು ಬೆಳಿಗ್ಗೆ 10.30 ಕ್ಕೆ ಜಿಲ್ಲಾ ಆಡಳಿತ ಕಚೇರಿ ಆವರಣದಿಂದ ಜನಜಾಗೃತಿ ಜಾಥಾ ಆರಂಭಗೊಳ್ಳಲಿದ್ದು, ನಗರದ ಪ್ರಮುಖ ಬೀದಿಗಳಲ್ಲಿ ಸಂಚರಿಸಲಿದೆ. <box>1104 321 1482 345</box>
